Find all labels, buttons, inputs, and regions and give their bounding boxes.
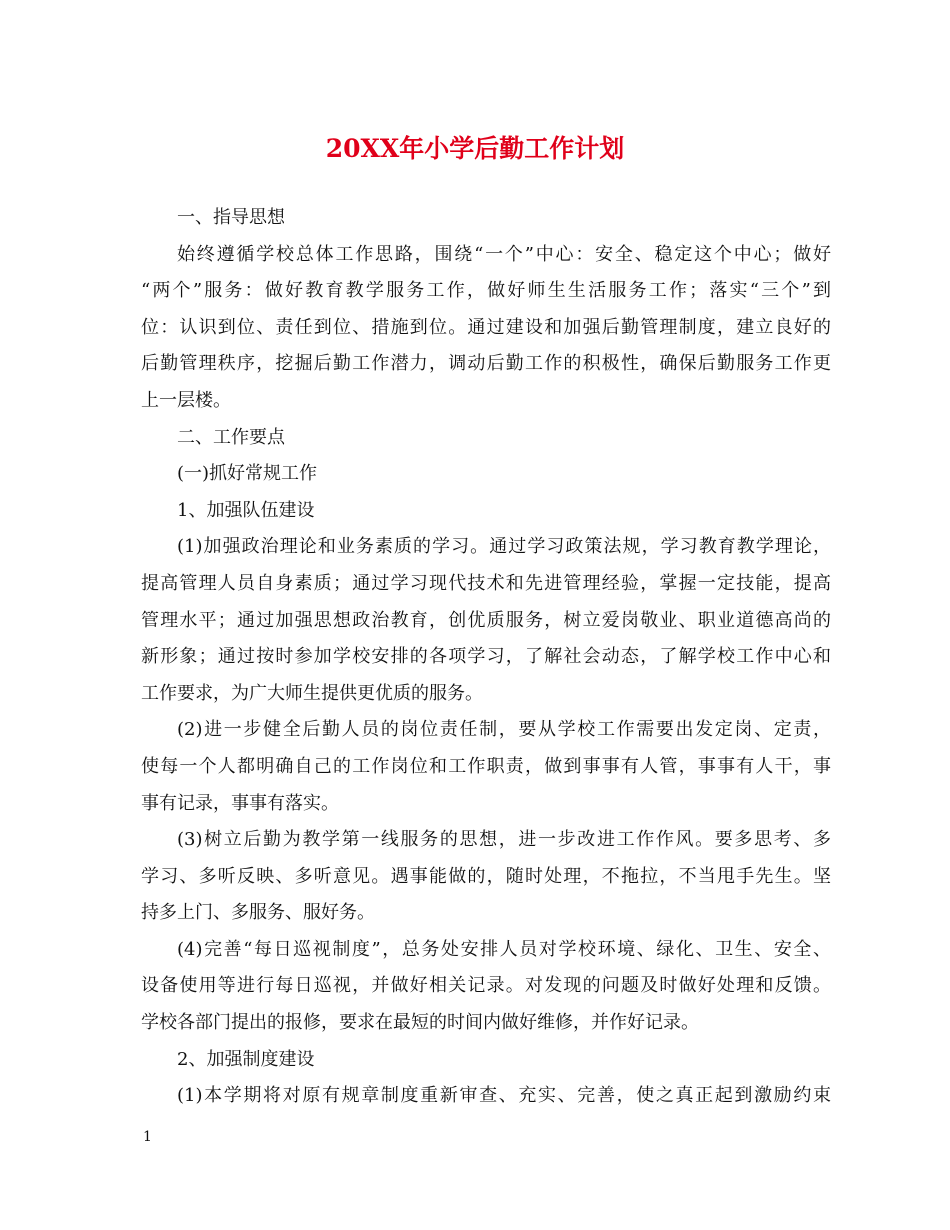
subsection-heading: (一)抓好常规工作 bbox=[177, 463, 318, 485]
paragraph-line: (1)加强政治理论和业务素质的学习。通过学习政策法规，学习教育教学理论， bbox=[177, 536, 831, 558]
paragraph-line: 管理水平；通过加强思想政治教育，创优质服务，树立爱岗敬业、职业道德高尚的 bbox=[141, 609, 831, 631]
paragraph-line: 学校各部门提出的报修，要求在最短的时间内做好维修，并作好记录。 bbox=[141, 1012, 699, 1034]
paragraph-line: (3)树立后勤为教学第一线服务的思想，进一步改进工作作风。要多思考、多 bbox=[177, 829, 831, 851]
paragraph-line: 提高管理人员自身素质；通过学习现代技术和先进管理经验，掌握一定技能，提高 bbox=[141, 572, 831, 594]
paragraph-line: “两个”服务：做好教育教学服务工作，做好师生生活服务工作；落实“三个”到 bbox=[141, 280, 831, 302]
paragraph-line: 始终遵循学校总体工作思路，围绕“一个”中心：安全、稳定这个中心；做好 bbox=[177, 243, 831, 265]
paragraph-line: (4)完善“每日巡视制度”，总务处安排人员对学校环境、绿化、卫生、安全、 bbox=[177, 938, 831, 960]
paragraph-line: 设备使用等进行每日巡视，并做好相关记录。对发现的问题及时做好处理和反馈。 bbox=[141, 975, 831, 997]
paragraph-line: 学习、多听反映、多听意见。遇事能做的，随时处理，不拖拉，不当甩手先生。坚 bbox=[141, 865, 831, 887]
subsection-heading: 2、加强制度建设 bbox=[177, 1048, 315, 1070]
paragraph-line: 位：认识到位、责任到位、措施到位。通过建设和加强后勤管理制度，建立良好的 bbox=[141, 316, 831, 338]
section-heading: 一、指导思想 bbox=[177, 207, 285, 228]
paragraph-line: 工作要求，为广大师生提供更优质的服务。 bbox=[141, 682, 483, 704]
paragraph-line: 使每一个人都明确自己的工作岗位和工作职责，做到事事有人管，事事有人干，事 bbox=[141, 755, 831, 777]
paragraph-line: (2)进一步健全后勤人员的岗位责任制，要从学校工作需要出发定岗、定责， bbox=[177, 719, 831, 741]
section-heading: 二、工作要点 bbox=[177, 426, 285, 448]
document-title: 20XX年小学后勤工作计划 bbox=[325, 134, 625, 163]
paragraph-line: (1)本学期将对原有规章制度重新审查、充实、完善，使之真正起到激励约束 bbox=[177, 1085, 831, 1107]
document-body bbox=[141, 200, 831, 1115]
paragraph-line: 后勤管理秩序，挖掘后勤工作潜力，调动后勤工作的积极性，确保后勤服务工作更 bbox=[141, 353, 831, 375]
subsection-heading: 1、加强队伍建设 bbox=[177, 499, 315, 521]
paragraph-line: 上一层楼。 bbox=[141, 389, 231, 411]
paragraph-line: 持多上门、多服务、服好务。 bbox=[141, 902, 375, 924]
paragraph-line: 事有记录，事事有落实。 bbox=[141, 792, 339, 814]
paragraph-line: 新形象；通过按时参加学校安排的各项学习，了解社会动态，了解学校工作中心和 bbox=[141, 646, 831, 668]
page-number: 1 bbox=[143, 1129, 152, 1145]
